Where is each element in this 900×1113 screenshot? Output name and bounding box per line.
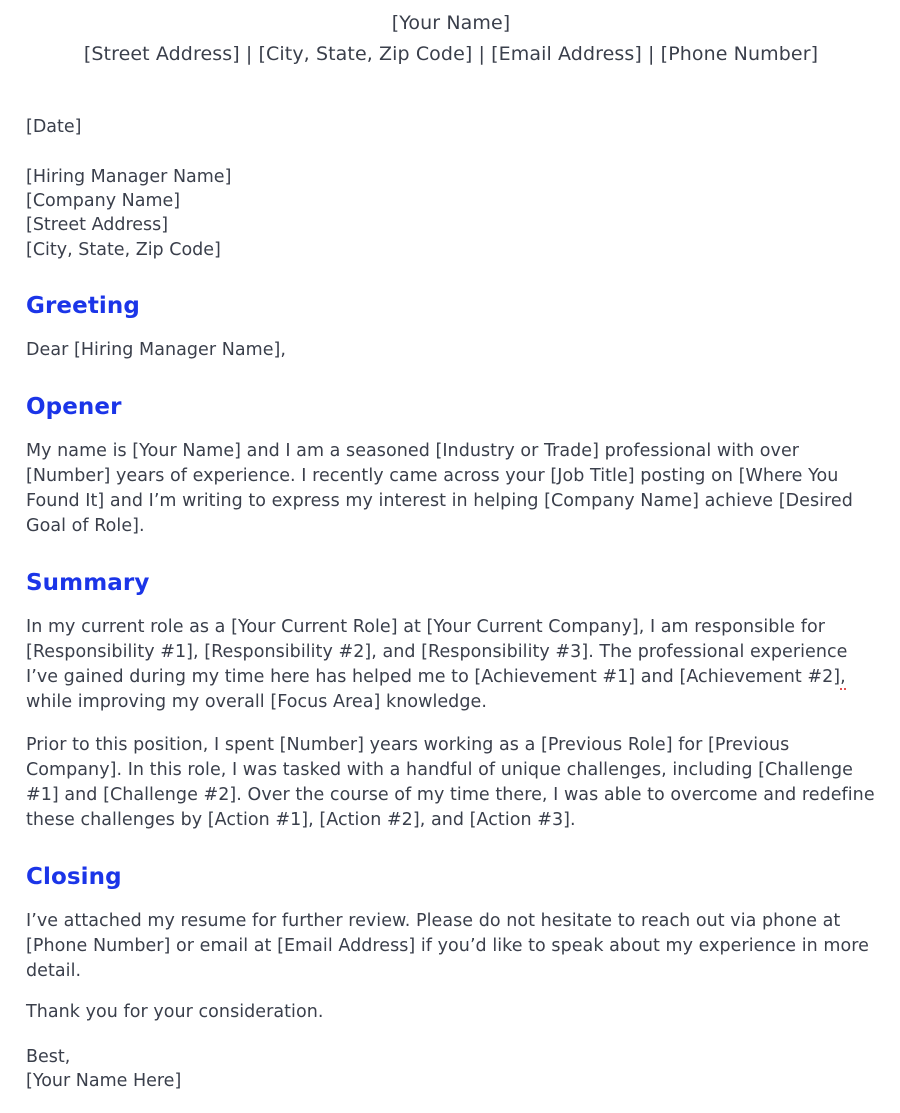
recipient-address-block	[26, 165, 876, 262]
date-line: [Date]	[26, 117, 82, 137]
opener-paragraph: My name is [Your Name] and I am a seasoned [Industry or Trade] professional with over [Number] years of experience. I recently came across your [Job Title] posting on [Where You Found It] and I’m writing to express my interest in helping [Company Name] achieve [Desired Goal of Role].	[26, 440, 853, 536]
signature-block	[26, 1045, 876, 1093]
sender-contact-line: [Street Address] | [City, State, Zip Code] | [Email Address] | [Phone Number]	[83, 43, 819, 65]
sender-name: [Your Name]	[391, 12, 511, 34]
section-heading-opener: Opener	[26, 393, 122, 420]
section-heading-greeting: Greeting	[26, 292, 140, 319]
recipient-line-1: [Hiring Manager Name]	[26, 167, 232, 187]
summary-paragraph-1: In my current role as a [Your Current Role] at [Your Current Company], I am responsible for [Responsibility #1], [Responsibility #2], and [Responsibility #3]. The professional experience I’ve gained during my time here has helped me to [Achievement #1] and [Achievement #2], while improving my overall [Focus Area] knowledge.	[26, 616, 848, 712]
section-heading-closing: Closing	[26, 863, 122, 890]
signoff-name: [Your Name Here]	[26, 1071, 182, 1092]
closing-paragraph-2: Thank you for your consideration.	[26, 1001, 324, 1022]
recipient-line-4: [City, State, Zip Code]	[26, 239, 221, 260]
recipient-line-3: [Street Address]	[26, 215, 169, 236]
section-heading-summary: Summary	[26, 569, 150, 596]
signoff-closing: Best,	[26, 1046, 71, 1067]
summary-paragraph-2: Prior to this position, I spent [Number] years working as a [Previous Role] for [Previous Company]. In this role, I was tasked with a handful of unique challenges, including [Challenge #1] and [Challenge #2]. Over the course of my time there, I was able to overcome and redefine these challenges by [Action #1], [Action #2], and [Action #3].	[26, 734, 875, 830]
closing-paragraph-1: I’ve attached my resume for further review. Please do not hesitate to reach out via phone at [Phone Number] or email at [Email Address] if you’d like to speak about my experience in more detail.	[26, 910, 869, 981]
greeting-paragraph: Dear [Hiring Manager Name],	[26, 339, 287, 360]
letterhead	[26, 4, 876, 69]
header-spacer	[26, 69, 876, 115]
spellcheck-underline: ,	[840, 667, 846, 690]
recipient-line-2: [Company Name]	[26, 191, 181, 212]
